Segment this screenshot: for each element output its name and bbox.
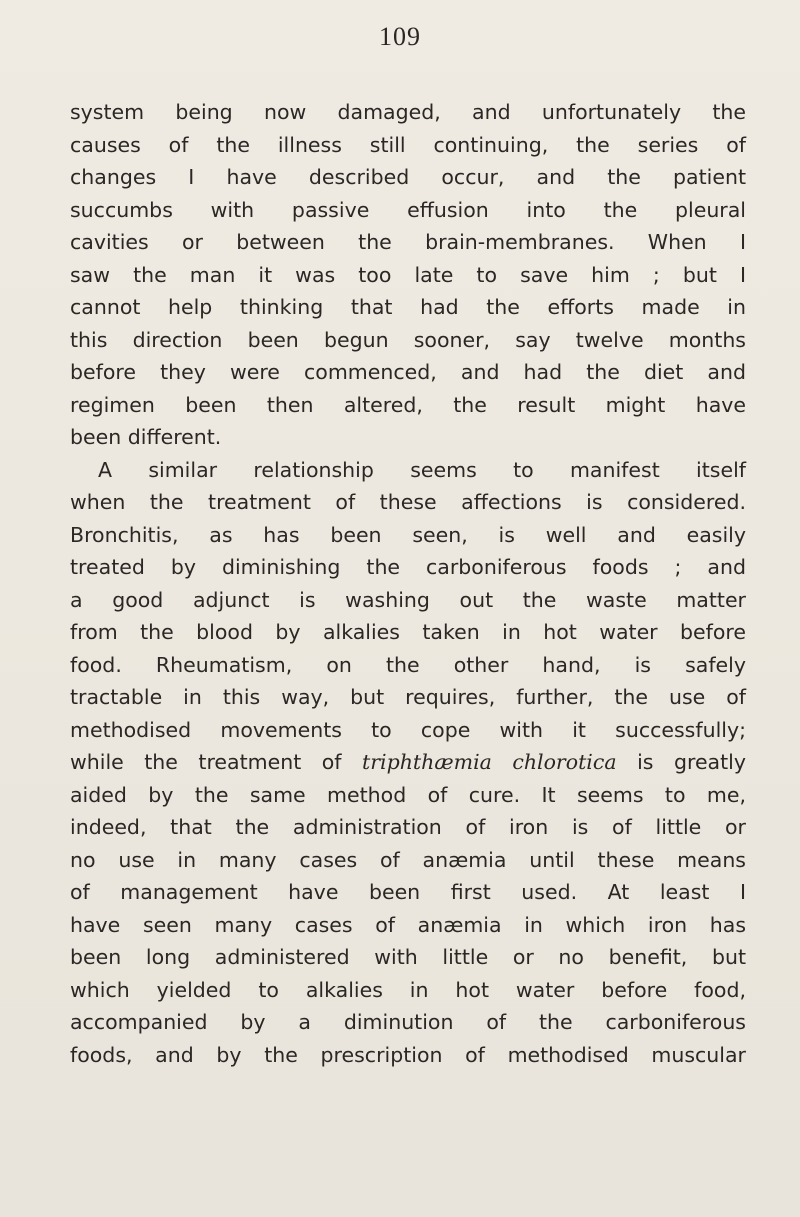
text-line: no use in many cases of anæmia until these means — [70, 847, 746, 872]
text-line: have seen many cases of anæmia in which iron has — [70, 912, 746, 937]
text-line: treated by diminishing the carboniferous foods ; and — [70, 555, 746, 579]
text-line: aided by the same method of cure. It seems to me, — [70, 782, 746, 807]
text-line: tractable in this way, but requires, further, the use of — [70, 685, 746, 709]
text-line: regimen been then altered, the result might have — [70, 392, 746, 417]
text-line: Bronchitis, as has been seen, is well and easily — [70, 522, 746, 547]
text-line: of management have been first used. At least I — [70, 880, 746, 904]
italic-term: triphthæmia chlorotica — [362, 750, 617, 774]
text-line: methodised movements to cope with it successfully; — [70, 717, 746, 742]
text-line: been long administered with little or no benefit, but — [70, 945, 746, 969]
text-line: foods, and by the prescription of methodised muscular — [70, 1042, 746, 1067]
text-line: changes I have described occur, and the patient — [70, 165, 746, 189]
text-line: cannot help thinking that had the efforts made in — [70, 295, 746, 319]
text-line-with-italic — [70, 746, 746, 779]
body-text — [70, 96, 746, 1071]
text-line: saw the man it was too late to save him ; but I — [70, 262, 746, 287]
text-line: when the treatment of these affections is considered. — [70, 490, 746, 514]
text-line: this direction been begun sooner, say twelve months — [70, 327, 746, 352]
text-segment: is greatly — [616, 750, 746, 774]
text-line: a good adjunct is washing out the waste matter — [70, 587, 746, 612]
text-line: accompanied by a diminution of the carboniferous — [70, 1010, 746, 1034]
paragraph-end-line: been different. — [70, 425, 222, 449]
text-line: cavities or between the brain-membranes. When I — [70, 230, 746, 254]
text-segment: while the treatment of — [70, 750, 362, 774]
text-line: indeed, that the administration of iron is of little or — [70, 815, 746, 839]
text-line: succumbs with passive effusion into the pleural — [70, 197, 746, 222]
text-line: before they were commenced, and had the diet and — [70, 360, 746, 384]
text-line: causes of the illness still continuing, the series of — [70, 132, 746, 157]
text-line: food. Rheumatism, on the other hand, is safely — [70, 652, 746, 677]
text-line: system being now damaged, and unfortunately the — [70, 100, 746, 124]
page-number: 109 — [379, 22, 421, 51]
text-line: from the blood by alkalies taken in hot water before — [70, 620, 746, 644]
paragraph-start-line: A similar relationship seems to manifest itself — [98, 457, 746, 482]
text-line: which yielded to alkalies in hot water before food, — [70, 977, 746, 1002]
